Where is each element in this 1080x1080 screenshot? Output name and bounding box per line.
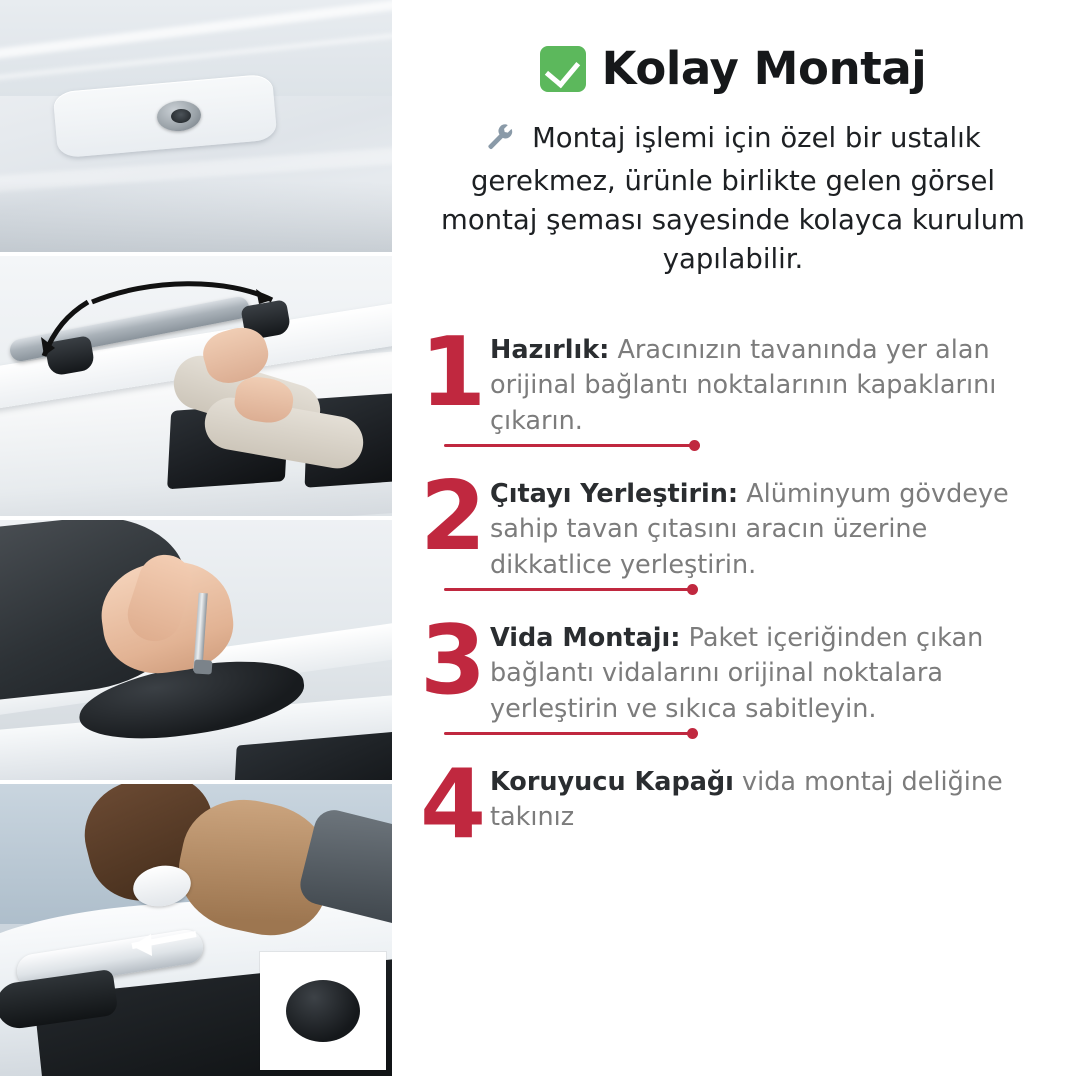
- step-title: Hazırlık:: [490, 335, 610, 366]
- step-number: 3: [420, 606, 487, 717]
- check-mark-icon: [540, 46, 586, 92]
- step-number-wrap: [420, 318, 494, 429]
- step-description: Aracınızın tavanında yer alan orijinal bağlantı noktalarının kapaklarını çıkarın.: [490, 335, 997, 436]
- screwdriver-on-roof-photo: [0, 520, 392, 780]
- photo1-shadow: [0, 181, 392, 252]
- headline-label: Kolay Montaj: [601, 42, 927, 95]
- step-item: [420, 462, 1046, 589]
- step-description: vida montaj deliğine takınız: [490, 767, 1003, 833]
- step-text: [490, 759, 1046, 835]
- step-item: [420, 606, 1046, 733]
- step-text: [490, 471, 1046, 583]
- step-number-wrap: [420, 750, 494, 861]
- fitting-protective-cap-photo: [0, 784, 392, 1076]
- intro-text: Montaj işlemi için özel bir ustalık gerekmez, ürünle birlikte gelen görsel montaj şeması sayesinde kolayca kurulum yapılabilir.: [441, 122, 1025, 276]
- screwdriver-tip: [194, 660, 213, 675]
- page-title: [420, 42, 1046, 95]
- step-title: Koruyucu Kapağı: [490, 767, 734, 798]
- step-underline: [444, 588, 692, 591]
- step-item: [420, 750, 1046, 877]
- direction-arrow-icon: [0, 256, 392, 516]
- step-number: 1: [420, 318, 487, 429]
- step-text: [490, 327, 1046, 439]
- step-number: 2: [420, 462, 487, 573]
- intro-paragraph: [420, 119, 1046, 279]
- wrench-icon: [485, 121, 515, 162]
- step-number-wrap: [420, 462, 494, 573]
- installing-roof-rail-photo: [0, 256, 392, 516]
- step-title: Çıtayı Yerleştirin:: [490, 479, 739, 510]
- step-underline: [444, 732, 692, 735]
- step-item: [420, 318, 1046, 445]
- step-underline: [444, 444, 694, 447]
- step-number-wrap: [420, 606, 494, 717]
- content-column: [392, 0, 1080, 1080]
- steps-list: [420, 318, 1046, 877]
- protective-cap-closeup: [260, 952, 386, 1070]
- step-description: Paket içeriğinden çıkan bağlantı vidalarını orijinal noktalara yerleştirin ve sıkıca sabitleyin.: [490, 623, 984, 724]
- step-number: 4: [420, 750, 487, 861]
- car-roof-mounting-point-photo: [0, 0, 392, 252]
- step-description: Alüminyum gövdeye sahip tavan çıtasını aracın üzerine dikkatlice yerleştirin.: [490, 479, 1009, 580]
- step-text: [490, 615, 1046, 727]
- protective-cap-closeup-shape: [286, 980, 360, 1042]
- step-title: Vida Montajı:: [490, 623, 681, 654]
- photo-column: [0, 0, 392, 1080]
